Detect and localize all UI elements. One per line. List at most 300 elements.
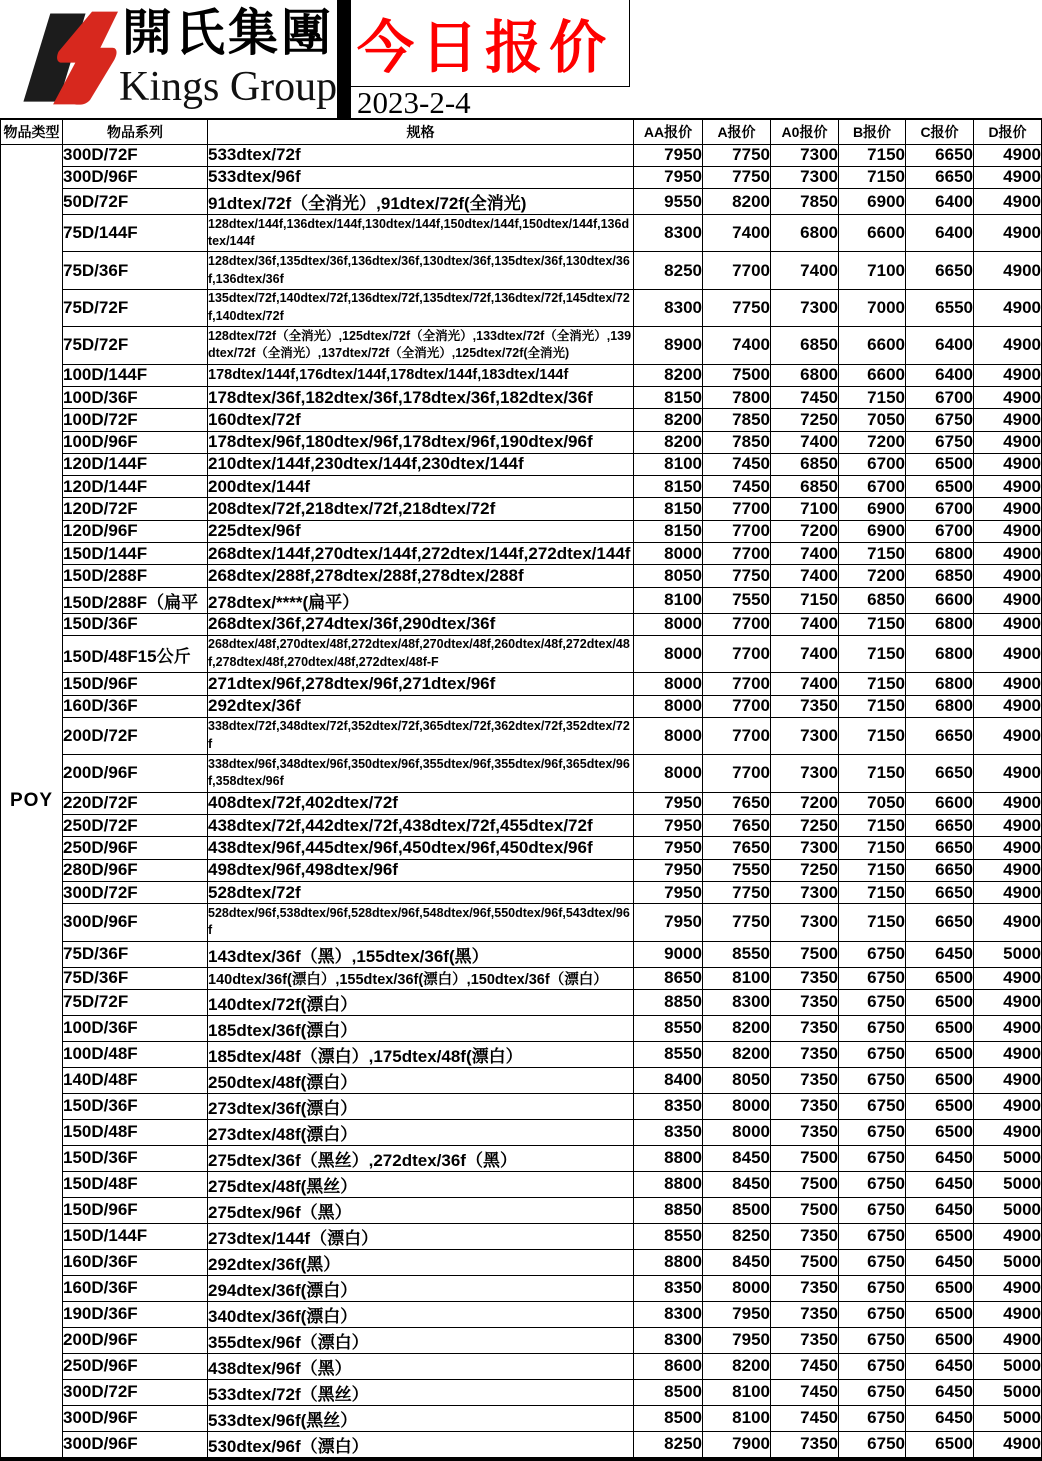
price-cell: 7350: [771, 695, 839, 717]
price-cell: 7850: [703, 431, 771, 453]
price-cell: 7550: [703, 587, 771, 613]
series-cell: 200D/96F: [63, 755, 208, 792]
price-cell: 7350: [771, 1015, 839, 1041]
price-cell: 8800: [634, 1249, 703, 1275]
series-cell: 150D/36F: [63, 1093, 208, 1119]
spec-cell: 528dtex/96f,538dtex/96f,528dtex/96f,548dtex/96f,550dtex/96f,543dtex/96f: [208, 904, 634, 941]
price-cell: 7400: [771, 431, 839, 453]
price-cell: 4900: [974, 673, 1042, 695]
price-cell: 6750: [839, 941, 906, 967]
price-cell: 4900: [974, 386, 1042, 408]
price-cell: 4900: [974, 364, 1042, 386]
price-cell: 7700: [703, 755, 771, 792]
price-cell: 4900: [974, 613, 1042, 635]
price-cell: 7450: [771, 1405, 839, 1431]
series-cell: 160D/36F: [63, 1275, 208, 1301]
spec-cell: 533dtex/96f(黑丝）: [208, 1405, 634, 1431]
table-row: [1, 1327, 1042, 1353]
price-cell: 6500: [906, 453, 974, 475]
spec-cell: 292dtex/36f(黑）: [208, 1249, 634, 1275]
price-cell: 6650: [906, 166, 974, 188]
price-cell: 7150: [839, 695, 906, 717]
series-cell: 100D/72F: [63, 409, 208, 431]
series-cell: 150D/96F: [63, 1197, 208, 1223]
series-cell: 300D/72F: [63, 1379, 208, 1405]
spec-cell: 294dtex/36f(漂白）: [208, 1275, 634, 1301]
price-cell: 7150: [839, 717, 906, 754]
price-cell: 8350: [634, 1093, 703, 1119]
price-cell: 8100: [634, 587, 703, 613]
price-cell: 6500: [906, 1015, 974, 1041]
price-cell: 6750: [839, 1119, 906, 1145]
price-cell: 5000: [974, 941, 1042, 967]
price-cell: 4900: [974, 792, 1042, 814]
table-row: [1, 565, 1042, 587]
col-header-spec: 规格: [208, 119, 634, 144]
price-cell: 7500: [771, 1171, 839, 1197]
series-cell: 250D/96F: [63, 1353, 208, 1379]
price-cell: 7400: [771, 543, 839, 565]
price-cell: 6850: [906, 565, 974, 587]
price-cell: 8300: [634, 215, 703, 252]
series-cell: 75D/36F: [63, 967, 208, 989]
price-cell: 7950: [634, 904, 703, 941]
price-cell: 4900: [974, 967, 1042, 989]
price-cell: 8200: [634, 431, 703, 453]
series-cell: 100D/36F: [63, 1015, 208, 1041]
table-row: [1, 1015, 1042, 1041]
price-cell: 6750: [839, 1405, 906, 1431]
series-cell: 150D/48F: [63, 1171, 208, 1197]
price-cell: 7100: [771, 498, 839, 520]
price-cell: 7200: [771, 792, 839, 814]
price-cell: 6750: [839, 989, 906, 1015]
price-cell: 7950: [634, 792, 703, 814]
price-cell: 7500: [771, 1249, 839, 1275]
price-cell: 7250: [771, 814, 839, 836]
price-cell: 8200: [703, 1015, 771, 1041]
spec-cell: 533dtex/96f: [208, 166, 634, 188]
price-cell: 4900: [974, 1431, 1042, 1459]
price-cell: 7950: [634, 814, 703, 836]
price-cell: 7150: [839, 859, 906, 881]
spec-cell: 530dtex/96f（漂白）: [208, 1431, 634, 1459]
page-title: 今日报价: [357, 16, 613, 80]
price-cell: 4900: [974, 1275, 1042, 1301]
price-cell: 8450: [703, 1249, 771, 1275]
price-cell: 8250: [634, 252, 703, 289]
table-row: [1, 327, 1042, 364]
price-cell: 6600: [839, 327, 906, 364]
col-header-a-quote: A报价: [703, 119, 771, 144]
price-cell: 6600: [906, 587, 974, 613]
price-cell: 7400: [771, 252, 839, 289]
price-cell: 7700: [703, 252, 771, 289]
price-cell: 7150: [771, 587, 839, 613]
spec-cell: 140dtex/72f(漂白）: [208, 989, 634, 1015]
price-cell: 4900: [974, 755, 1042, 792]
spec-cell: 128dtex/72f（全消光）,125dtex/72f（全消光）,133dtex/72f（全消光）,139dtex/72f（全消光）,137dtex/72f（全消光）,125dtex/72f(全消光): [208, 327, 634, 364]
table-row: [1, 673, 1042, 695]
quote-date: 2023-2-4: [357, 84, 471, 120]
price-cell: 7650: [703, 837, 771, 859]
price-cell: 6600: [839, 215, 906, 252]
price-cell: 6450: [906, 1405, 974, 1431]
price-cell: 8350: [634, 1275, 703, 1301]
price-cell: 7650: [703, 814, 771, 836]
table-row: [1, 166, 1042, 188]
price-cell: 8200: [703, 1041, 771, 1067]
table-row: [1, 635, 1042, 672]
price-cell: 8000: [703, 1275, 771, 1301]
price-cell: 4900: [974, 543, 1042, 565]
price-cell: 6900: [839, 498, 906, 520]
price-cell: 7200: [839, 431, 906, 453]
price-cell: 6500: [906, 1431, 974, 1459]
price-cell: 6750: [839, 1223, 906, 1249]
price-cell: 6700: [906, 386, 974, 408]
price-cell: 6750: [839, 967, 906, 989]
price-cell: 4900: [974, 144, 1042, 166]
table-row: [1, 989, 1042, 1015]
price-cell: 8800: [634, 1171, 703, 1197]
price-cell: 6750: [839, 1431, 906, 1459]
spec-cell: 338dtex/96f,348dtex/96f,350dtex/96f,355dtex/96f,355dtex/96f,365dtex/96f,358dtex/96f: [208, 755, 634, 792]
price-cell: 6750: [839, 1379, 906, 1405]
price-cell: 8500: [703, 1197, 771, 1223]
price-cell: 6750: [906, 409, 974, 431]
table-row: [1, 1379, 1042, 1405]
table-row: [1, 755, 1042, 792]
category-cell: POY: [1, 144, 63, 1459]
spec-cell: 268dtex/48f,270dtex/48f,272dtex/48f,270dtex/48f,260dtex/48f,272dtex/48f,278dtex/48f,270dtex/48f,272dtex/48f-F: [208, 635, 634, 672]
price-cell: 7150: [839, 673, 906, 695]
price-cell: 6500: [906, 1093, 974, 1119]
price-cell: 7150: [839, 635, 906, 672]
price-cell: 7550: [703, 859, 771, 881]
price-cell: 7450: [771, 1353, 839, 1379]
price-cell: 6750: [839, 1067, 906, 1093]
table-row: [1, 1041, 1042, 1067]
series-cell: 150D/96F: [63, 673, 208, 695]
price-cell: 7350: [771, 1119, 839, 1145]
spec-cell: 355dtex/96f（漂白）: [208, 1327, 634, 1353]
price-cell: 6900: [839, 520, 906, 542]
series-cell: 75D/144F: [63, 215, 208, 252]
table-row: [1, 1171, 1042, 1197]
price-cell: 6750: [839, 1015, 906, 1041]
price-cell: 8000: [634, 695, 703, 717]
series-cell: 150D/36F: [63, 1145, 208, 1171]
price-cell: 4900: [974, 881, 1042, 903]
spec-cell: 275dtex/96f（黑）: [208, 1197, 634, 1223]
series-cell: 100D/48F: [63, 1041, 208, 1067]
price-cell: 4900: [974, 215, 1042, 252]
price-cell: 6500: [906, 1041, 974, 1067]
price-cell: 7400: [771, 565, 839, 587]
price-cell: 6650: [906, 717, 974, 754]
spec-cell: 178dtex/144f,176dtex/144f,178dtex/144f,183dtex/144f: [208, 364, 634, 386]
price-cell: 7250: [771, 409, 839, 431]
spec-cell: 273dtex/144f（漂白）: [208, 1223, 634, 1249]
price-cell: 7300: [771, 166, 839, 188]
price-cell: 8450: [703, 1171, 771, 1197]
price-cell: 6650: [906, 837, 974, 859]
series-cell: 250D/72F: [63, 814, 208, 836]
price-cell: 8000: [634, 635, 703, 672]
price-cell: 7950: [634, 881, 703, 903]
price-cell: 7300: [771, 837, 839, 859]
table-row: [1, 695, 1042, 717]
price-cell: 8850: [634, 989, 703, 1015]
spec-cell: 91dtex/72f（全消光）,91dtex/72f(全消光): [208, 189, 634, 215]
series-cell: 190D/36F: [63, 1301, 208, 1327]
col-header-c-quote: C报价: [906, 119, 974, 144]
price-cell: 7500: [771, 1145, 839, 1171]
price-cell: 4900: [974, 635, 1042, 672]
table-row: [1, 1145, 1042, 1171]
price-cell: 7750: [703, 881, 771, 903]
table-row: [1, 520, 1042, 542]
price-cell: 6750: [839, 1327, 906, 1353]
price-cell: 6650: [906, 881, 974, 903]
price-cell: 6450: [906, 1353, 974, 1379]
spec-cell: 438dtex/96f,445dtex/96f,450dtex/96f,450dtex/96f: [208, 837, 634, 859]
price-cell: 6500: [906, 967, 974, 989]
price-cell: 7500: [703, 364, 771, 386]
price-cell: 7700: [703, 635, 771, 672]
table-row: [1, 498, 1042, 520]
price-cell: 4900: [974, 1223, 1042, 1249]
divider-bar: [337, 0, 351, 118]
price-cell: 6600: [906, 792, 974, 814]
spec-cell: 268dtex/36f,274dtex/36f,290dtex/36f: [208, 613, 634, 635]
spec-cell: 135dtex/72f,140dtex/72f,136dtex/72f,135dtex/72f,136dtex/72f,145dtex/72f,140dtex/72f: [208, 289, 634, 326]
price-cell: 7750: [703, 565, 771, 587]
table-row: [1, 289, 1042, 326]
spec-cell: 128dtex/36f,135dtex/36f,136dtex/36f,130dtex/36f,135dtex/36f,130dtex/36f,136dtex/36f: [208, 252, 634, 289]
price-cell: 8900: [634, 327, 703, 364]
price-cell: 6850: [839, 587, 906, 613]
price-cell: 7800: [703, 386, 771, 408]
table-row: [1, 717, 1042, 754]
price-cell: 6450: [906, 941, 974, 967]
price-cell: 7400: [771, 613, 839, 635]
price-cell: 7850: [771, 189, 839, 215]
price-cell: 7950: [634, 144, 703, 166]
price-cell: 6500: [906, 476, 974, 498]
spec-cell: 278dtex/****(扁平）: [208, 587, 634, 613]
price-cell: 8600: [634, 1353, 703, 1379]
price-cell: 6450: [906, 1145, 974, 1171]
price-cell: 6700: [906, 498, 974, 520]
price-cell: 6550: [906, 289, 974, 326]
price-cell: 9550: [634, 189, 703, 215]
price-cell: 8050: [634, 565, 703, 587]
price-cell: 6450: [906, 1249, 974, 1275]
price-cell: 7950: [634, 859, 703, 881]
brand-name-chinese: 開氏集團: [122, 3, 334, 62]
table-row: [1, 189, 1042, 215]
spec-cell: 200dtex/144f: [208, 476, 634, 498]
price-cell: 8650: [634, 967, 703, 989]
price-cell: 5000: [974, 1405, 1042, 1431]
price-cell: 7900: [703, 1431, 771, 1459]
price-cell: 7950: [703, 1301, 771, 1327]
price-cell: 7300: [771, 904, 839, 941]
series-cell: 300D/96F: [63, 904, 208, 941]
price-cell: 7400: [771, 635, 839, 672]
price-cell: 7200: [839, 565, 906, 587]
price-cell: 4900: [974, 1327, 1042, 1353]
price-cell: 8550: [703, 941, 771, 967]
price-cell: 7700: [703, 520, 771, 542]
price-cell: 6650: [906, 859, 974, 881]
price-cell: 8100: [703, 967, 771, 989]
price-cell: 7150: [839, 904, 906, 941]
price-cell: 6500: [906, 1275, 974, 1301]
kings-group-logo: [0, 0, 337, 118]
spec-cell: 338dtex/72f,348dtex/72f,352dtex/72f,365dtex/72f,362dtex/72f,352dtex/72f: [208, 717, 634, 754]
spec-cell: 273dtex/36f(漂白）: [208, 1093, 634, 1119]
price-cell: 4900: [974, 289, 1042, 326]
price-cell: 8200: [634, 409, 703, 431]
table-row: [1, 1301, 1042, 1327]
series-cell: 75D/72F: [63, 327, 208, 364]
price-cell: 4900: [974, 1067, 1042, 1093]
price-cell: 7450: [703, 476, 771, 498]
price-cell: 7300: [771, 144, 839, 166]
price-cell: 6450: [906, 1197, 974, 1223]
series-cell: 160D/36F: [63, 695, 208, 717]
table-row: [1, 1067, 1042, 1093]
table-row: [1, 144, 1042, 166]
price-cell: 7500: [771, 1197, 839, 1223]
price-cell: 5000: [974, 1379, 1042, 1405]
price-cell: 4900: [974, 431, 1042, 453]
price-cell: 7350: [771, 1327, 839, 1353]
spec-cell: 528dtex/72f: [208, 881, 634, 903]
series-cell: 150D/144F: [63, 1223, 208, 1249]
table-row: [1, 364, 1042, 386]
spec-cell: 208dtex/72f,218dtex/72f,218dtex/72f: [208, 498, 634, 520]
price-cell: 8000: [634, 543, 703, 565]
price-cell: 6650: [906, 814, 974, 836]
spec-cell: 273dtex/48f(漂白）: [208, 1119, 634, 1145]
series-cell: 150D/288F（扁平: [63, 587, 208, 613]
price-cell: 6650: [906, 755, 974, 792]
price-cell: 8200: [703, 189, 771, 215]
banner: [0, 0, 1041, 118]
price-cell: 4900: [974, 409, 1042, 431]
price-cell: 6750: [839, 1145, 906, 1171]
spec-cell: 533dtex/72f: [208, 144, 634, 166]
price-cell: 6450: [906, 1171, 974, 1197]
spec-cell: 143dtex/36f（黑）,155dtex/36f(黑）: [208, 941, 634, 967]
spec-cell: 178dtex/36f,182dtex/36f,178dtex/36f,182dtex/36f: [208, 386, 634, 408]
spec-cell: 210dtex/144f,230dtex/144f,230dtex/144f: [208, 453, 634, 475]
price-cell: 7450: [771, 1379, 839, 1405]
price-cell: 4900: [974, 327, 1042, 364]
spec-cell: 225dtex/96f: [208, 520, 634, 542]
series-cell: 75D/36F: [63, 941, 208, 967]
price-cell: 7350: [771, 1431, 839, 1459]
price-cell: 7050: [839, 409, 906, 431]
price-cell: 8000: [703, 1093, 771, 1119]
spec-cell: 275dtex/36f（黑丝）,272dtex/36f（黑）: [208, 1145, 634, 1171]
price-cell: 7350: [771, 1093, 839, 1119]
series-cell: 300D/96F: [63, 166, 208, 188]
series-cell: 75D/36F: [63, 252, 208, 289]
spec-cell: 185dtex/36f(漂白）: [208, 1015, 634, 1041]
table-row: [1, 1431, 1042, 1459]
price-cell: 8250: [703, 1223, 771, 1249]
price-cell: 7750: [703, 904, 771, 941]
price-cell: 8500: [634, 1405, 703, 1431]
table-row: [1, 543, 1042, 565]
series-cell: 150D/48F: [63, 1119, 208, 1145]
price-cell: 7300: [771, 289, 839, 326]
price-cell: 6800: [771, 364, 839, 386]
series-cell: 200D/72F: [63, 717, 208, 754]
price-cell: 4900: [974, 1041, 1042, 1067]
price-cell: 6750: [906, 431, 974, 453]
price-cell: 7450: [703, 453, 771, 475]
series-cell: 150D/144F: [63, 543, 208, 565]
spec-cell: 498dtex/96f,498dtex/96f: [208, 859, 634, 881]
table-row: [1, 967, 1042, 989]
price-cell: 7350: [771, 1275, 839, 1301]
price-cell: 6700: [839, 453, 906, 475]
table-row: [1, 215, 1042, 252]
spec-cell: 408dtex/72f,402dtex/72f: [208, 792, 634, 814]
spec-cell: 438dtex/96f（黑）: [208, 1353, 634, 1379]
spec-cell: 268dtex/144f,270dtex/144f,272dtex/144f,272dtex/144f: [208, 543, 634, 565]
price-cell: 8550: [634, 1041, 703, 1067]
price-cell: 7150: [839, 543, 906, 565]
price-cell: 6500: [906, 1119, 974, 1145]
price-cell: 6850: [771, 453, 839, 475]
price-cell: 4900: [974, 476, 1042, 498]
price-cell: 7150: [839, 386, 906, 408]
spec-cell: 275dtex/48f(黑丝）: [208, 1171, 634, 1197]
price-cell: 8100: [703, 1379, 771, 1405]
price-cell: 8500: [634, 1379, 703, 1405]
price-cell: 8300: [634, 1301, 703, 1327]
table-row: [1, 431, 1042, 453]
price-cell: 6750: [839, 1275, 906, 1301]
price-cell: 7700: [703, 717, 771, 754]
series-cell: 300D/96F: [63, 1405, 208, 1431]
col-header-item-type: 物品类型: [1, 119, 63, 144]
price-cell: 4900: [974, 989, 1042, 1015]
table-row: [1, 1249, 1042, 1275]
series-cell: 150D/48F15公斤: [63, 635, 208, 672]
series-cell: 220D/72F: [63, 792, 208, 814]
price-cell: 6650: [906, 252, 974, 289]
price-cell: 5000: [974, 1145, 1042, 1171]
series-cell: 160D/36F: [63, 1249, 208, 1275]
price-cell: 4900: [974, 520, 1042, 542]
price-cell: 7750: [703, 289, 771, 326]
table-row: [1, 792, 1042, 814]
ks-monogram-icon: [16, 5, 118, 111]
price-cell: 6750: [839, 1197, 906, 1223]
price-cell: 6800: [906, 543, 974, 565]
price-cell: 7300: [771, 881, 839, 903]
table-row: [1, 1275, 1042, 1301]
price-cell: 8050: [703, 1067, 771, 1093]
